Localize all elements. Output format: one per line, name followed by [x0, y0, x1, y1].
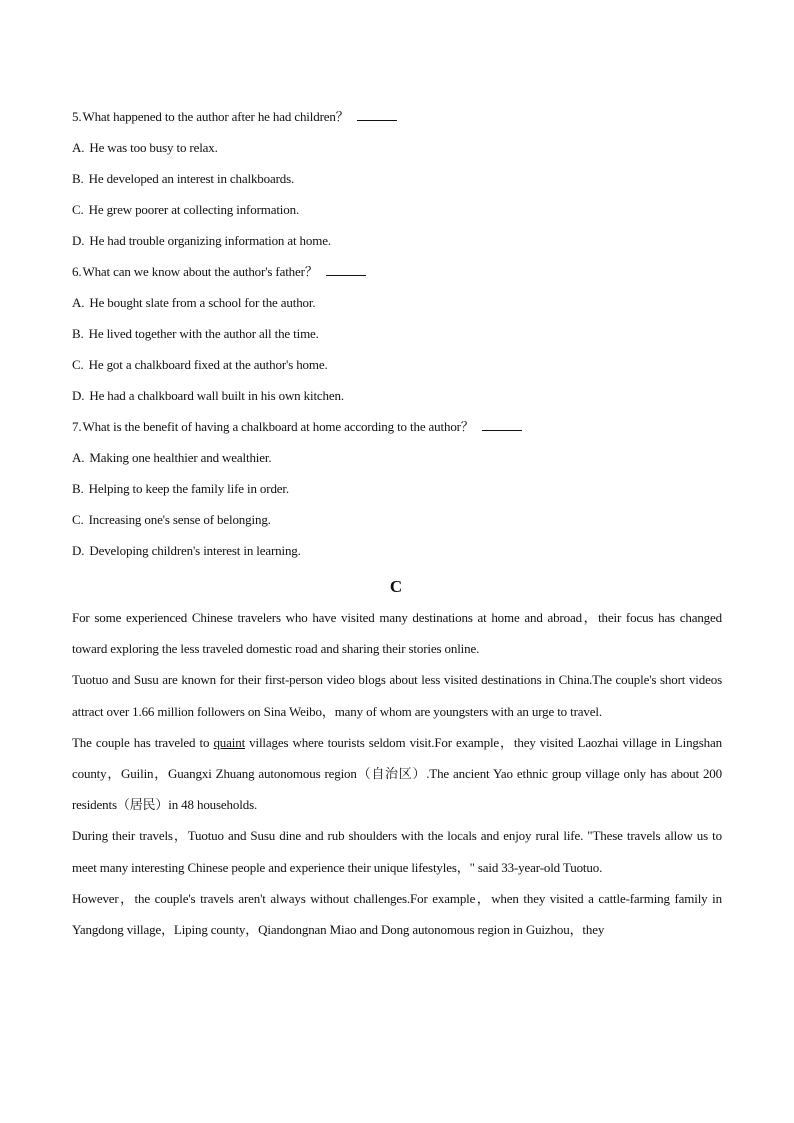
- option-text: He got a chalkboard fixed at the author's home.: [88, 357, 328, 372]
- option-letter: C.: [72, 357, 84, 372]
- paragraph-2: Tuotuo and Susu are known for their first-person video blogs about less visited destinations in China.The couple's short videos attract over 1.66 million followers on Sina Weibo，many of whom are youngsters with an urge to travel.: [72, 672, 722, 719]
- option-text: Increasing one's sense of belonging.: [88, 512, 271, 527]
- option-6c: [72, 349, 722, 380]
- option-letter: A.: [72, 140, 85, 155]
- option-6a: [72, 287, 722, 318]
- question-5: [72, 101, 722, 132]
- answer-blank[interactable]: [326, 263, 366, 276]
- option-text: He developed an interest in chalkboards.: [88, 171, 295, 186]
- answer-blank[interactable]: [357, 108, 397, 121]
- paragraph-3: [72, 727, 722, 821]
- option-text: He had a chalkboard wall built in his own kitchen.: [89, 388, 344, 403]
- option-5a: [72, 132, 722, 163]
- option-5c: [72, 194, 722, 225]
- option-text: He was too busy to relax.: [89, 140, 218, 155]
- question-stem: What is the benefit of having a chalkboard at home according to the author？: [82, 419, 474, 434]
- paragraph-5: However，the couple's travels aren't always without challenges.For example，when they visited a cattle-farming family in Yangdong village，Liping county，Qiandongnan Miao and Dong autonomous region in Guizhou，they: [72, 890, 722, 938]
- option-letter: D.: [72, 388, 85, 403]
- option-text: Developing children's interest in learning.: [89, 543, 301, 558]
- option-letter: B.: [72, 481, 84, 496]
- paragraph-3-start: The couple has traveled to: [72, 734, 214, 750]
- paragraph-4: During their travels，Tuotuo and Susu dine and rub shoulders with the locals and enjoy rural life. "These travels allow us to meet many interesting Chinese people and experience their unique lifestyles，" said 33-year-old Tuotuo.: [72, 828, 722, 875]
- option-5d: [72, 225, 722, 256]
- answer-blank[interactable]: [482, 418, 522, 431]
- option-letter: C.: [72, 512, 84, 527]
- option-letter: A.: [72, 450, 85, 465]
- option-text: He had trouble organizing information at home.: [89, 233, 331, 248]
- section-heading-c: C: [389, 577, 403, 596]
- option-5b: [72, 163, 722, 194]
- option-7b: [72, 473, 722, 504]
- question-number: 5.: [72, 109, 82, 124]
- option-text: Making one healthier and wealthier.: [89, 450, 272, 465]
- paragraph-3-rest: villages where tourists seldom visit.For example，they visited Laozhai village in Lingshan county，Guilin，Guangxi Zhuang autonomous region（自治区）.The ancient Yao ethnic group village only has about 200 residents（居民）in 48 households.: [72, 734, 722, 813]
- option-text: He grew poorer at collecting information.: [88, 202, 300, 217]
- option-letter: D.: [72, 543, 85, 558]
- option-6b: [72, 318, 722, 349]
- option-text: Helping to keep the family life in order.: [88, 481, 289, 496]
- question-number: 7.: [72, 419, 82, 434]
- option-6d: [72, 380, 722, 411]
- question-6: [72, 256, 722, 287]
- option-text: He bought slate from a school for the author.: [89, 295, 316, 310]
- option-7c: [72, 504, 722, 535]
- document-page: [72, 101, 722, 945]
- option-letter: D.: [72, 233, 85, 248]
- question-stem: What can we know about the author's father？: [82, 264, 318, 279]
- underlined-word: quaint: [213, 734, 246, 750]
- option-7a: [72, 442, 722, 473]
- option-7d: [72, 535, 722, 566]
- question-7: [72, 411, 722, 442]
- paragraph-1: For some experienced Chinese travelers who have visited many destinations at home and abroad，their focus has changed toward exploring the less traveled domestic road and sharing their stories online.: [72, 610, 722, 657]
- option-letter: B.: [72, 326, 84, 341]
- question-stem: What happened to the author after he had children？: [82, 109, 349, 124]
- option-text: He lived together with the author all the time.: [88, 326, 319, 341]
- option-letter: B.: [72, 171, 84, 186]
- option-letter: C.: [72, 202, 84, 217]
- question-number: 6.: [72, 264, 82, 279]
- option-letter: A.: [72, 295, 85, 310]
